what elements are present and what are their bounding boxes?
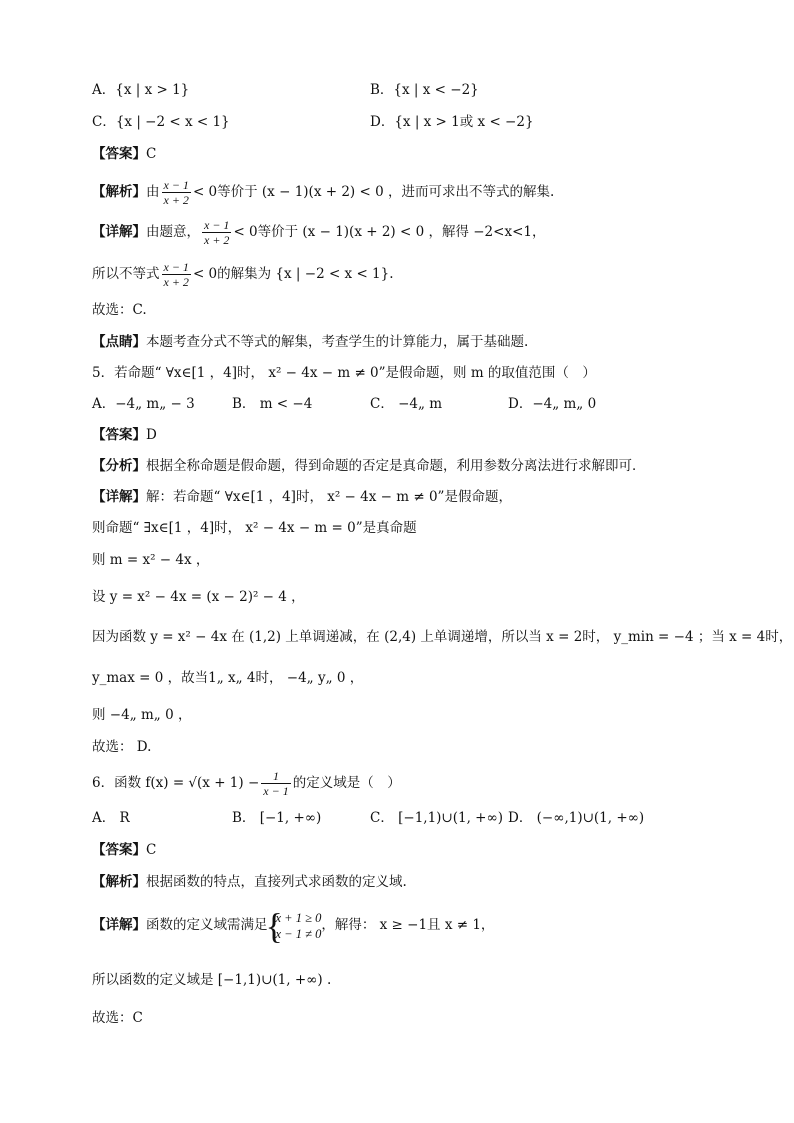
answer-value: C <box>146 146 157 162</box>
q4-option-b: B．{x | x < −2} <box>370 82 479 98</box>
fraction-denominator: x − 1 <box>263 784 289 798</box>
comment-tag: 【点睛】 <box>92 334 146 350</box>
detail-text: 解：若命题“ ∀x∈[1 ，4]时， x² − 4x − m ≠ 0”是假命题， <box>146 489 512 505</box>
q6-option-c: C． [−1,1)∪(1, +∞) <box>370 810 504 826</box>
fraction-denominator: x + 2 <box>163 193 189 207</box>
q5-line2: 则命题“ ∃x∈[1 ，4]时， x² − 4x − m = 0”是真命题 <box>92 520 417 536</box>
stem-pre: 6．函数 f(x) = √(x + 1) − <box>92 775 260 791</box>
analysis-tag: 【解析】 <box>92 874 146 890</box>
q5-line3: 则 m = x² − 4x ， <box>92 552 210 568</box>
answer-tag: 【答案】 <box>92 146 146 162</box>
analysis-text: 根据函数的特点，直接列式求函数的定义域. <box>146 874 407 890</box>
q5-option-d: D．−4„ m„ 0 <box>508 396 597 412</box>
detail-pre: 由题意， <box>146 224 200 240</box>
q6-stem <box>92 766 401 800</box>
comment-text: 本题考查分式不等式的解集，考查学生的计算能力，属于基础题. <box>146 334 529 350</box>
q4-detail <box>92 216 545 248</box>
fraction <box>162 178 191 207</box>
answer-value: C <box>146 842 157 858</box>
system-row-2: x − 1 ≠ 0 <box>275 926 322 941</box>
analysis-post: < 0等价于 (x − 1)(x + 2) < 0 ，进而可求出不等式的解集. <box>192 184 555 200</box>
q4-option-a: A．{x | x > 1} <box>92 82 190 98</box>
detail-pre: 函数的定义域需满足 <box>146 917 268 933</box>
q5-detail <box>92 487 512 507</box>
q4-choose: 故选：C. <box>92 302 147 318</box>
q6-conclusion: 所以函数的定义域是 [−1,1)∪(1, +∞) . <box>92 972 332 988</box>
q6-option-d: D． (−∞,1)∪(1, +∞) <box>508 810 645 826</box>
detail-tag: 【详解】 <box>92 224 146 240</box>
fraction <box>202 218 231 247</box>
q5-option-a: A．−4„ m„ − 3 <box>92 396 195 412</box>
analysis-text: 根据全称命题是假命题，得到命题的否定是真命题，利用参数分离法进行求解即可． <box>146 458 646 474</box>
q5-stem: 5．若命题“ ∀x∈[1 ，4]时， x² − 4x − m ≠ 0”是假命题，则 m 的取值范围（ ） <box>92 365 596 381</box>
answer-value: D <box>146 427 157 443</box>
q5-line5: 因为函数 y = x² − 4x 在 (1,2) 上单调递减，在 (2,4) 上单调递增，所以当 x = 2时， y_min = −4 ；当 x = 4时， <box>92 629 793 645</box>
q6-choose: 故选：C <box>92 1010 143 1026</box>
q5-answer <box>92 425 157 445</box>
fraction-numerator: x − 1 <box>163 178 189 192</box>
detail-tag: 【详解】 <box>92 489 146 505</box>
q4-option-d: D．{x | x > 1或 x < −2} <box>370 114 534 130</box>
fraction-denominator: x + 2 <box>163 275 189 289</box>
fraction <box>162 260 191 289</box>
fraction-denominator: x + 2 <box>204 233 230 247</box>
detail-post: < 0等价于 (x − 1)(x + 2) < 0 ，解得 −2<x<1， <box>233 224 546 240</box>
analysis-tag: 【解析】 <box>92 184 146 200</box>
fraction-numerator: x − 1 <box>204 218 230 232</box>
analysis-tag: 【分析】 <box>92 458 146 474</box>
stem-post: 的定义域是（ ） <box>292 775 401 791</box>
equation-system <box>268 910 322 942</box>
q5-analysis <box>92 456 646 476</box>
q4-comment <box>92 332 528 352</box>
system-row-1: { x + 1 ≥ 0 <box>275 910 322 925</box>
q4-analysis <box>92 176 554 208</box>
analysis-pre: 由 <box>146 184 160 200</box>
q5-line6: y_max = 0 ，故当1„ x„ 4时， −4„ y„ 0 ， <box>92 670 364 686</box>
q4-answer <box>92 144 156 164</box>
q5-line4: 设 y = x² − 4x = (x − 2)² − 4 ， <box>92 589 305 605</box>
q6-answer <box>92 840 156 860</box>
q5-line7: 则 −4„ m„ 0 ， <box>92 707 192 723</box>
q6-detail <box>92 906 494 944</box>
fraction <box>261 769 290 798</box>
q6-option-b: B． [−1, +∞) <box>232 810 322 826</box>
fraction-numerator: x − 1 <box>163 260 189 274</box>
conclusion-post: < 0的解集为 {x | −2 < x < 1}. <box>192 266 394 282</box>
q4-conclusion <box>92 258 394 290</box>
q4-option-c: C．{x | −2 < x < 1} <box>92 114 230 130</box>
q5-option-b: B． m < −4 <box>232 396 313 412</box>
q5-choose: 故选： D. <box>92 739 152 755</box>
q5-option-c: C． −4„ m <box>370 396 443 412</box>
q6-option-a: A． R <box>92 810 130 826</box>
detail-tag: 【详解】 <box>92 917 146 933</box>
answer-tag: 【答案】 <box>92 842 146 858</box>
conclusion-pre: 所以不等式 <box>92 266 160 282</box>
q6-analysis <box>92 872 407 892</box>
detail-post: ，解得： x ≥ −1且 x ≠ 1， <box>321 917 495 933</box>
answer-tag: 【答案】 <box>92 427 146 443</box>
fraction-numerator: 1 <box>261 769 290 784</box>
